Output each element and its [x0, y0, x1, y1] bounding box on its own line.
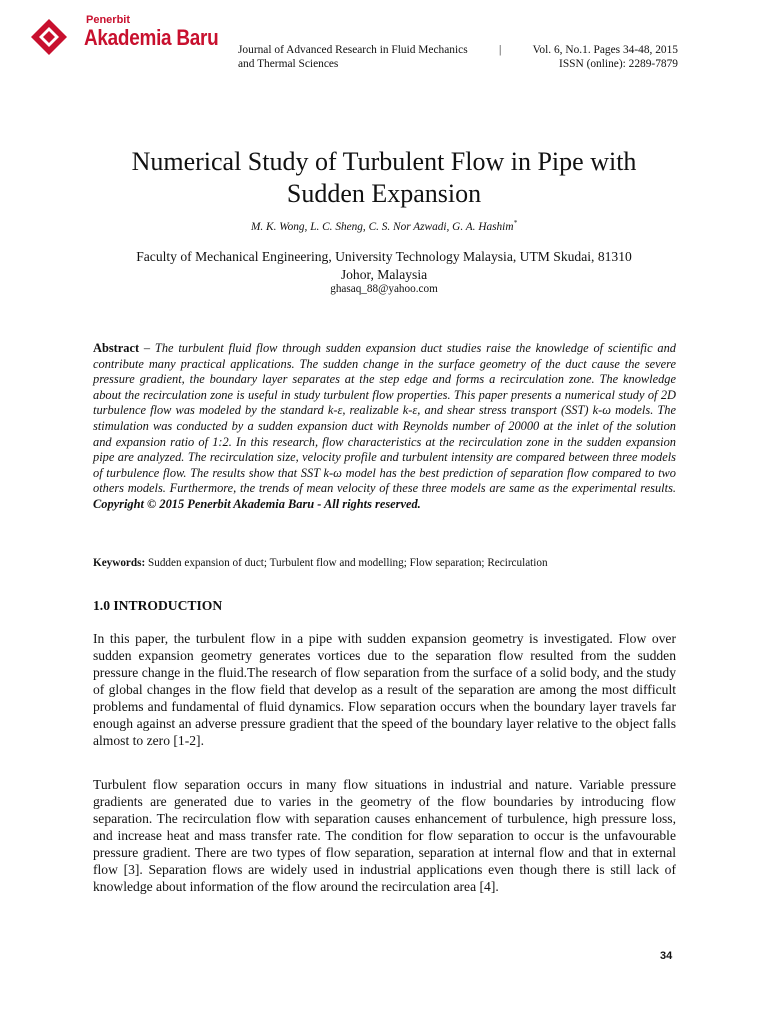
paper-title: [60, 146, 708, 210]
section-heading: 1.0 INTRODUCTION: [93, 598, 223, 613]
publisher-name: Akademia Baru: [84, 25, 219, 50]
journal-issn: ISSN (online): 2289-7879: [559, 58, 678, 70]
keywords-text: Sudden expansion of duct; Turbulent flow and modelling; Flow separation; Recirculation: [148, 557, 548, 569]
paper-title-line1: Numerical Study of Turbulent Flow in Pipe with: [131, 147, 637, 176]
journal-divider: |: [499, 44, 502, 56]
abstract: [93, 341, 676, 513]
publisher-diamond-icon: [30, 18, 68, 56]
publisher-logo: [24, 14, 224, 60]
keywords: [93, 557, 676, 569]
journal-volume: Vol. 6, No.1. Pages 34-48, 2015: [532, 44, 678, 56]
publisher-label-small: Penerbit: [86, 14, 131, 26]
copyright-notice: Copyright © 2015 Penerbit Akademia Baru - All rights reserved.: [93, 496, 421, 511]
affiliation-line2: Johor, Malaysia: [340, 267, 428, 282]
intro-paragraph-2: Turbulent flow separation occurs in many flow situations in industrial and nature. Variable pressure gradients are generated due to varies in the geometry of the flow boundaries by introducing flow separation. The recirculation flow with separation causes enhancement of turbulence, high pressure loss, and increase heat and mass transfer rate. The condition for flow separation to occur is the unfavourable pressure gradient. There are two types of flow separation, separation at internal flow and that in external flow [3]. Separation flows are widely used in industrial applications even though there is still lack of knowledge about information of the flow around the recirculation area [4].: [93, 777, 676, 894]
affiliation-line1: Faculty of Mechanical Engineering, University Technology Malaysia, UTM Skudai, 81310: [136, 249, 632, 264]
journal-name-line2: and Thermal Sciences: [238, 58, 339, 70]
contact-email[interactable]: ghasaq_88@yahoo.com: [330, 283, 438, 295]
corresponding-author-mark: *: [513, 219, 517, 227]
journal-name-line1: Journal of Advanced Research in Fluid Mechanics: [238, 44, 468, 56]
intro-paragraph-1: In this paper, the turbulent flow in a pipe with sudden expansion geometry is investigated. Flow over sudden expansion geometry generates vortices due to the separation flow resulted from the sudden pressure change in the fluid.The research of flow separation from the surface of a solid body, and the study of global changes in the flow field that develop as a result of the separation are among the most difficult problems and fundamental of fluid dynamics. Flow separation occurs when the boundary layer travels far enough against an adverse pressure gradient that the speed of the boundary layer relative to the object falls almost to zero [1-2].: [93, 631, 676, 748]
keywords-label: Keywords:: [93, 557, 146, 569]
author-list: [60, 219, 708, 233]
abstract-label: Abstract: [93, 341, 140, 355]
paper-title-line2: Sudden Expansion: [286, 179, 482, 208]
journal-header: [238, 43, 678, 71]
abstract-body: The turbulent fluid flow through sudden expansion duct studies raise the knowledge of scientific and contribute many practical applications. The sudden change in the surface geometry of the duct cause the severe pressure gradient, the boundary layer separates at the step edge and forms a recirculation zone. The knowledge about the recirculation zone is useful in study turbulent flow properties. This paper presents a numerical study of 2D turbulence flow was modeled by the standard k-ε, realizable k-ε, and shear stress transport (SST) k-ω models. The stimulation was conducted by a sudden expansion duct with Reynolds number of 20000 at the inlet of the solution and expansion ratio of 1:2. In this research, flow characteristics at the recirculation zone in the sudden expansion pipe are analyzed. The recirculation size, velocity profile and turbulent intensity are compared between three models of turbulence flow. The results show that SST k-ω model has the best prediction of separation flow compared to two others models. Furthermore, the trends of mean velocity of these three models are same as the experimental results.: [93, 341, 677, 496]
page-number: 34: [660, 950, 673, 962]
abstract-dash: –: [139, 341, 155, 355]
author-names: M. K. Wong, L. C. Sheng, C. S. Nor Azwadi, G. A. Hashim: [251, 220, 514, 233]
affiliation: [90, 248, 678, 284]
